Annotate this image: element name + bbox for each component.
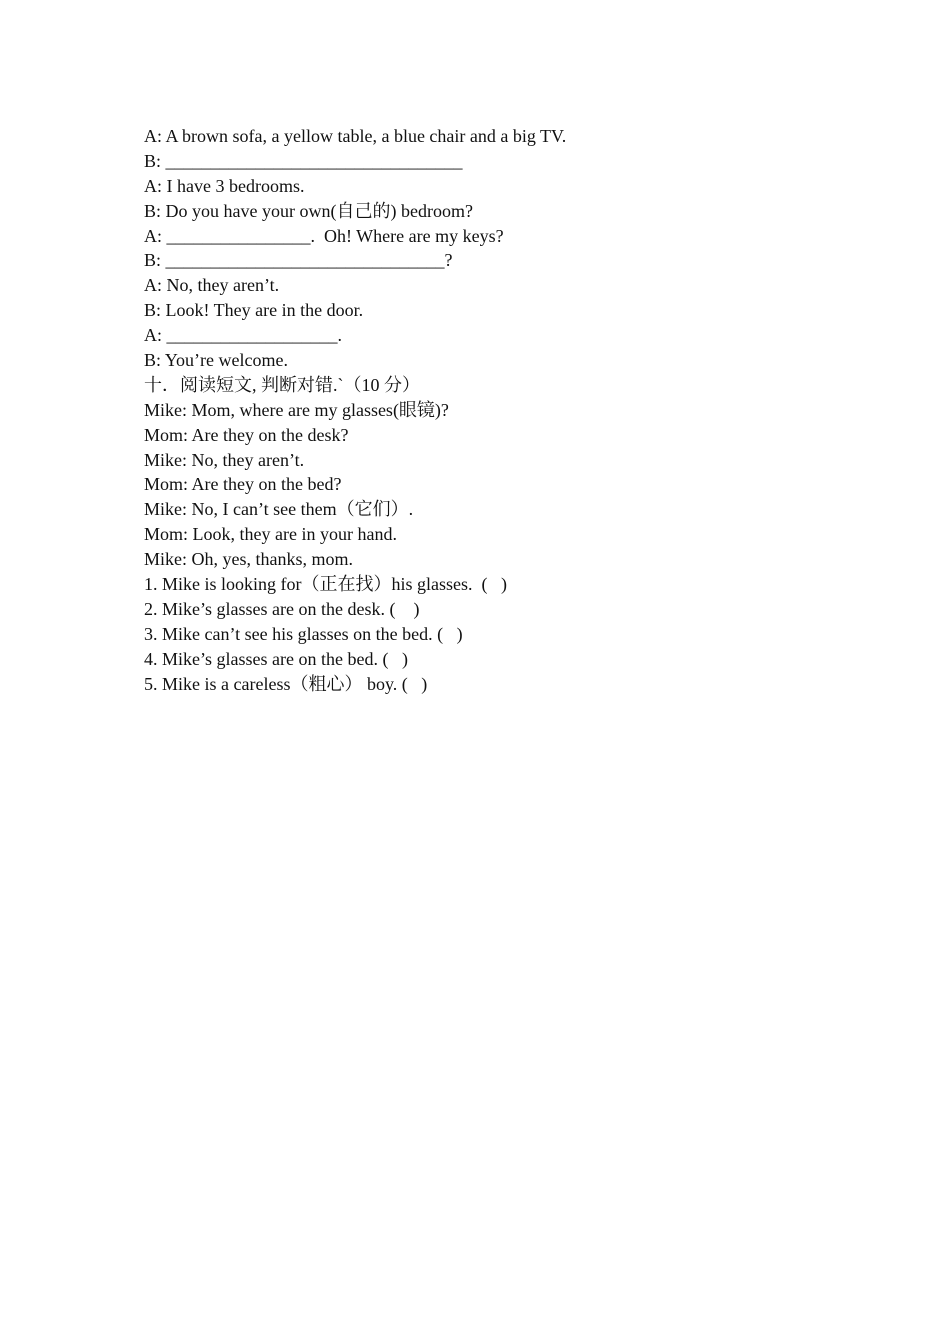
reading-line: Mike: Oh, yes, thanks, mom. [144,549,353,570]
dialogue-line: B: Do you have your own(自己的) bedroom? [144,200,473,221]
dialogue-line: A: A brown sofa, a yellow table, a blue chair and a big TV. [144,126,567,146]
dialogue-line: B: You’re welcome. [144,350,288,371]
question-item: 1. Mike is looking for（正在找）his glasses. ( ) [144,574,507,595]
question-item: 3. Mike can’t see his glasses on the bed. ( ) [144,623,463,644]
dialogue-blank-line: B: _________________________________ [144,150,463,171]
dialogue-blank-line: B: _______________________________? [144,250,453,271]
dialogue-blank-line: A: ________________. Oh! Where are my keys? [144,225,504,246]
document-content [144,124,844,696]
reading-line: Mom: Are they on the desk? [144,424,349,445]
dialogue-line: A: No, they aren’t. [144,275,280,296]
dialogue-blank-line: A: ___________________. [144,325,342,346]
dialogue-line: B: Look! They are in the door. [144,300,364,321]
question-item: 5. Mike is a careless（粗心） boy. ( ) [144,673,428,694]
reading-line: Mike: No, they aren’t. [144,449,305,470]
dialogue-line: A: I have 3 bedrooms. [144,175,305,196]
reading-line: Mike: No, I can’t see them（它们）. [144,499,414,520]
reading-line: Mike: Mom, where are my glasses(眼镜)? [144,399,449,420]
reading-line: Mom: Look, they are in your hand. [144,524,397,545]
section-heading: 十．阅读短文, 判断对错.`（10 分） [144,374,420,395]
question-item: 4. Mike’s glasses are on the bed. ( ) [144,648,408,669]
question-item: 2. Mike’s glasses are on the desk. ( ) [144,598,420,619]
reading-line: Mom: Are they on the bed? [144,474,342,495]
